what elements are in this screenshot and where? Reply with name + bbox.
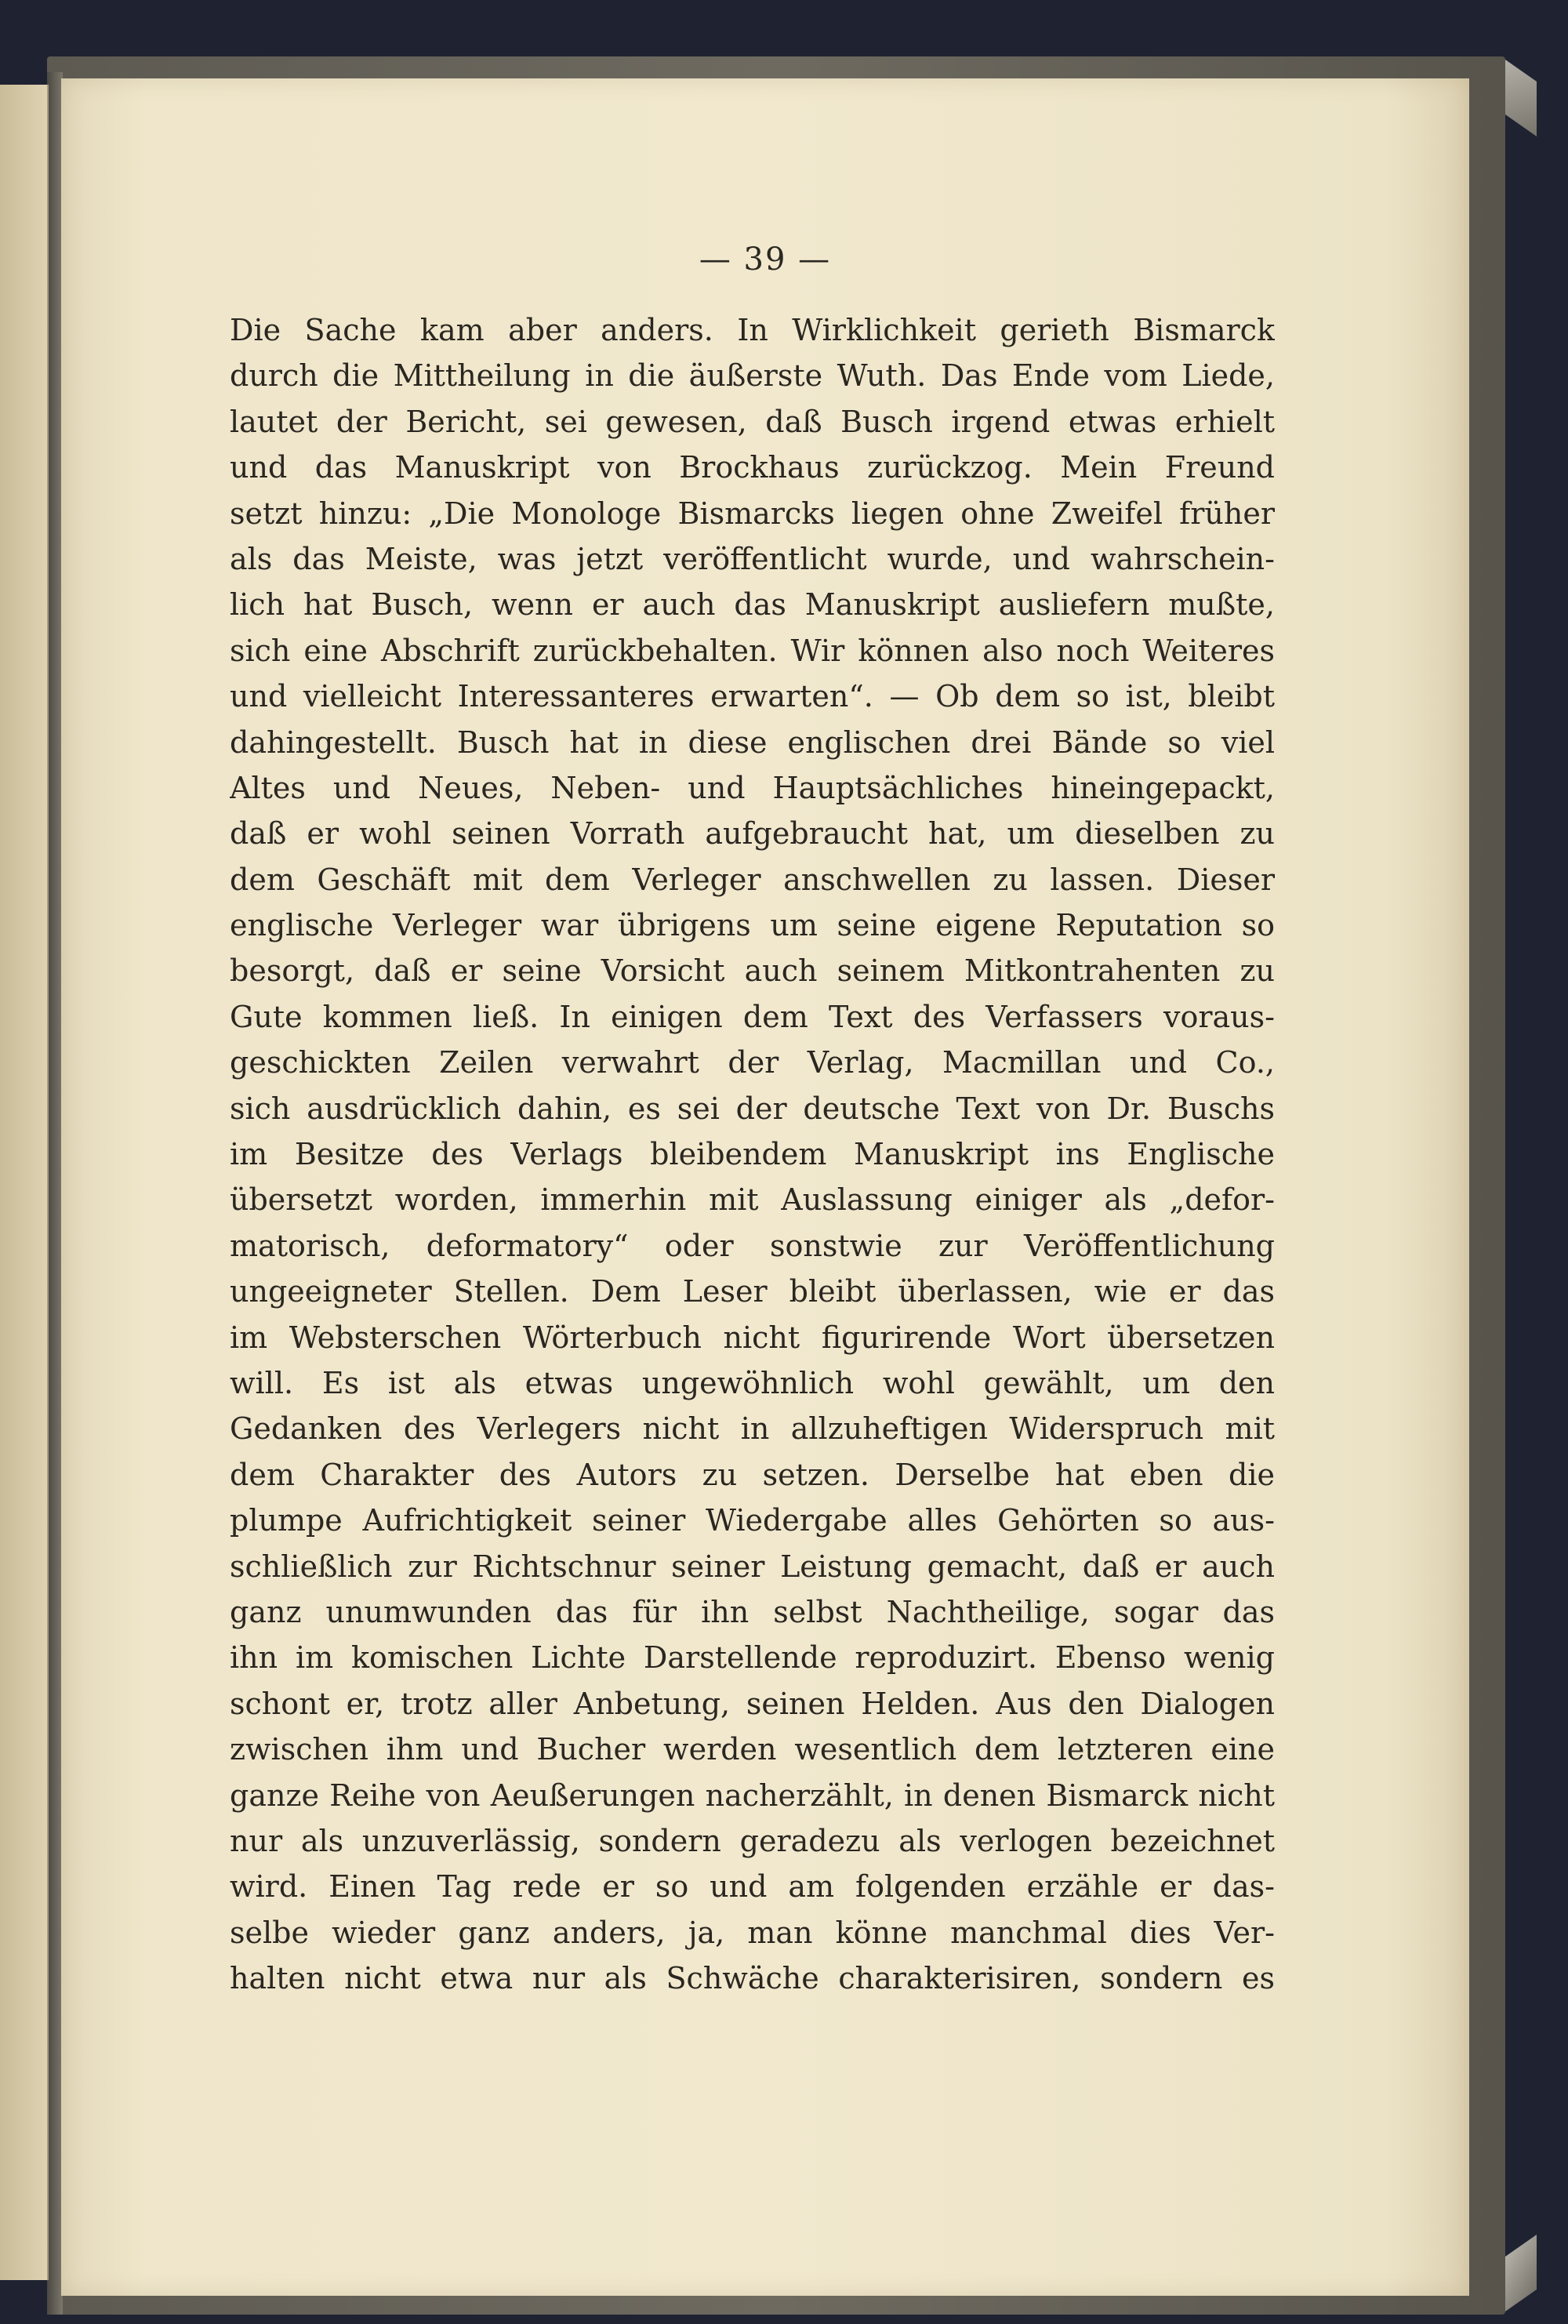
text-line: nur als unzuverlässig, sondern geradezu als verlogen bezeichnet <box>230 1823 1275 1858</box>
text-line: Altes und Neues, Neben- und Hauptsächliches hineingepackt, <box>230 770 1275 805</box>
text-line: übersetzt worden, immerhin mit Auslassung einiger als „defor- <box>230 1182 1275 1218</box>
text-line: sich eine Abschrift zurückbehalten. Wir können also noch Weiteres <box>230 633 1275 668</box>
text-line: schließlich zur Richtschnur seiner Leistung gemacht, daß er auch <box>230 1549 1275 1584</box>
text-line: im Besitze des Verlags bleibendem Manuskript ins Englische <box>230 1137 1275 1172</box>
text-line: englische Verleger war übrigens um seine eigene Reputation so <box>230 908 1275 943</box>
text-line: zwischen ihm und Bucher werden wesentlich dem letzteren eine <box>230 1732 1275 1767</box>
text-line: will. Es ist als etwas ungewöhnlich wohl gewählt, um den <box>230 1365 1275 1400</box>
book-spine <box>47 72 63 2315</box>
text-line: halten nicht etwa nur als Schwäche charakterisiren, sondern es <box>230 1961 1275 1996</box>
text-line: wird. Einen Tag rede er so und am folgenden erzähle er das- <box>230 1869 1275 1905</box>
text-line: ganz unumwunden das für ihn selbst Nachtheilige, sogar das <box>230 1594 1275 1629</box>
text-line: dem Charakter des Autors zu setzen. Derselbe hat eben die <box>230 1457 1275 1492</box>
text-line: ganze Reihe von Aeußerungen nacherzählt, in denen Bismarck nicht <box>230 1777 1275 1813</box>
text-line: Gedanken des Verlegers nicht in allzuheftigen Widerspruch mit <box>230 1411 1275 1447</box>
corner-protector-top <box>1505 60 1537 136</box>
text-line: als das Meiste, was jetzt veröffentlicht wurde, und wahrschein- <box>230 541 1275 576</box>
text-line: dahingestellt. Busch hat in diese englischen drei Bände so viel <box>230 724 1275 760</box>
text-line: im Websterschen Wörterbuch nicht figurirende Wort übersetzen <box>230 1320 1275 1355</box>
body-text <box>230 307 1275 2001</box>
text-line: geschickten Zeilen verwahrt der Verlag, Macmillan und Co., <box>230 1045 1275 1080</box>
text-line: Die Sache kam aber anders. In Wirklichkeit gerieth Bismarck <box>230 313 1275 347</box>
text-line: besorgt, daß er seine Vorsicht auch seinem Mitkontrahenten zu <box>230 953 1275 989</box>
text-line: lich hat Busch, wenn er auch das Manuskript ausliefern mußte, <box>230 587 1275 623</box>
text-line: selbe wieder ganz anders, ja, man könne manchmal dies Ver- <box>230 1915 1275 1950</box>
text-line: lautet der Bericht, sei gewesen, daß Busch irgend etwas erhielt <box>230 404 1275 439</box>
text-line: plumpe Aufrichtigkeit seiner Wiedergabe alles Gehörten so aus- <box>230 1503 1275 1538</box>
text-line: sich ausdrücklich dahin, es sei der deutsche Text von Dr. Buschs <box>230 1091 1275 1126</box>
text-line: und vielleicht Interessanteres erwarten“. — Ob dem so ist, bleibt <box>230 679 1275 714</box>
book-page <box>61 78 1469 2296</box>
text-line: setzt hinzu: „Die Monologe Bismarcks liegen ohne Zweifel früher <box>230 496 1275 531</box>
text-line: matorisch, deformatory“ oder sonstwie zur Veröffentlichung <box>230 1228 1275 1263</box>
text-line: ihn im komischen Lichte Darstellende reproduzirt. Ebenso wenig <box>230 1640 1275 1676</box>
text-line: durch die Mittheilung in die äußerste Wuth. Das Ende vom Liede, <box>230 358 1275 394</box>
text-line: Gute kommen ließ. In einigen dem Text des Verfassers voraus- <box>230 999 1275 1034</box>
text-line: daß er wohl seinen Vorrath aufgebraucht hat, um dieselben zu <box>230 816 1275 852</box>
left-page-edge <box>0 85 49 2280</box>
text-line: ungeeigneter Stellen. Dem Leser bleibt überlassen, wie er das <box>230 1274 1275 1309</box>
text-line: schont er, trotz aller Anbetung, seinen Helden. Aus den Dialogen <box>230 1686 1275 1721</box>
text-line: und das Manuskript von Brockhaus zurückzog. Mein Freund <box>230 450 1275 485</box>
text-line: dem Geschäft mit dem Verleger anschwellen zu lassen. Dieser <box>230 862 1275 897</box>
corner-protector-bottom <box>1505 2235 1537 2311</box>
page-number: — 39 — <box>699 241 832 278</box>
